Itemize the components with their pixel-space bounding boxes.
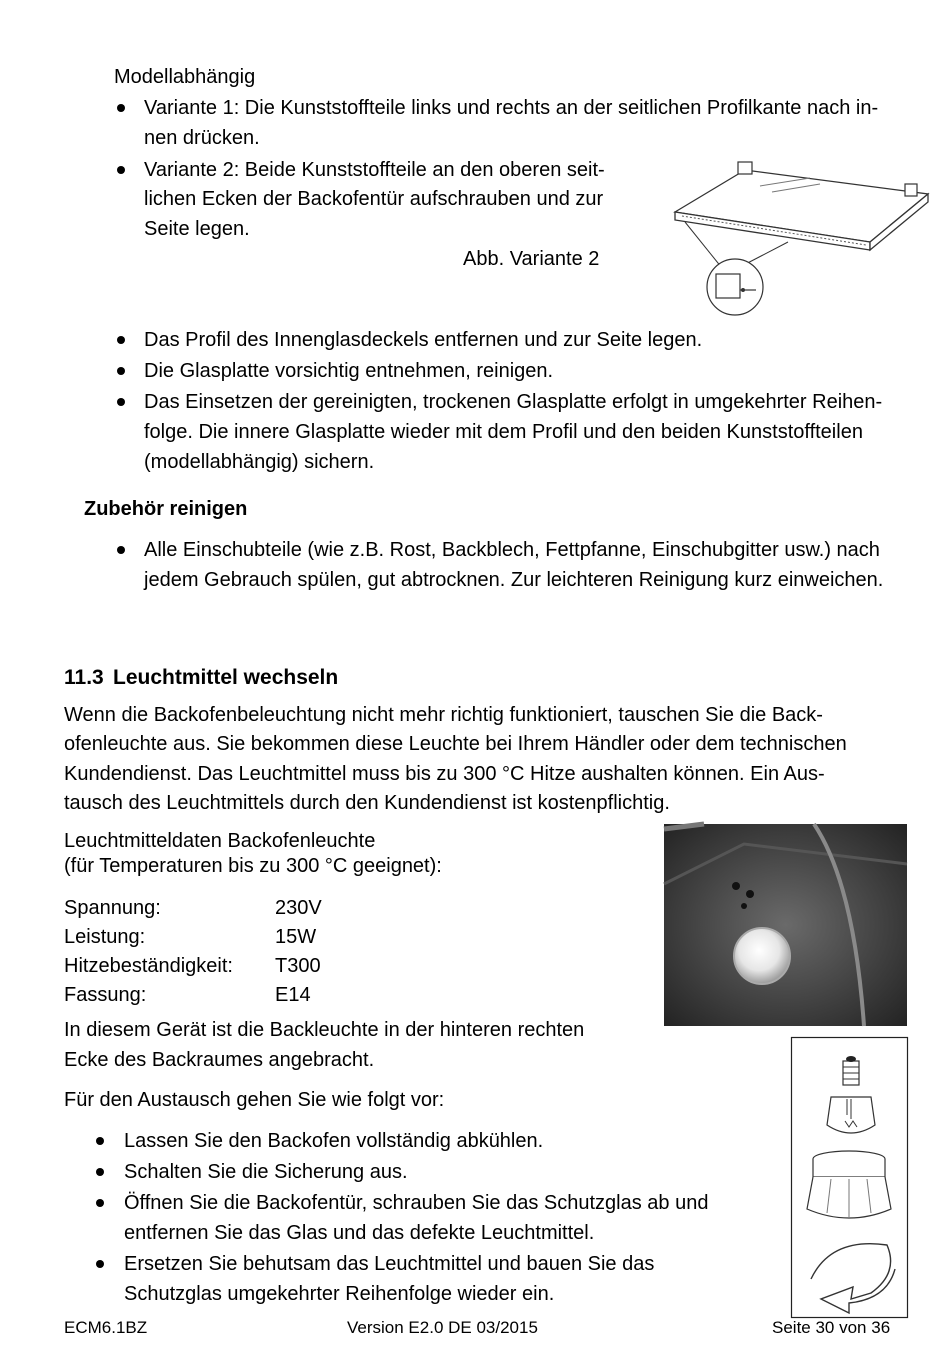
section-number: 11.3	[64, 666, 104, 689]
bullet-dot	[96, 1260, 104, 1268]
einsetzen-line1: Das Einsetzen der gereinigten, trockenen Glasplatte erfolgt in umgekehrter Reihen-	[144, 391, 883, 413]
zubehoer-heading: Zubehör reinigen	[84, 498, 248, 520]
spec-label: Spannung:	[64, 897, 161, 919]
bullet-dot	[117, 166, 125, 174]
variant1-line2: nen drücken.	[144, 127, 260, 149]
spec-label: Leistung:	[64, 926, 146, 948]
bullet-dot	[96, 1137, 104, 1145]
intro-line1: Wenn die Backofenbeleuchtung nicht mehr richtig funktioniert, tauschen Sie die Back-	[64, 704, 823, 726]
intro-line2: ofenleuchte aus. Sie bekommen diese Leuchte bei Ihrem Händler oder dem technischen	[64, 733, 847, 755]
bullet-dot	[117, 104, 125, 112]
step3-line1: Öffnen Sie die Backofentür, schrauben Sie das Schutzglas ab und	[124, 1192, 709, 1214]
einsetzen-line2: folge. Die innere Glasplatte wieder mit dem Profil und den beiden Kunststoffteilen	[144, 421, 863, 443]
step1: Lassen Sie den Backofen vollständig abkühlen.	[124, 1130, 544, 1152]
variant2-line2: lichen Ecken der Backofentür aufschrauben und zur	[144, 188, 604, 210]
footer-model: ECM6.1BZ	[64, 1318, 148, 1337]
modellabhaengig-label: Modellabhängig	[114, 66, 256, 88]
step4-line1: Ersetzen Sie behutsam das Leuchtmittel und bauen Sie das	[124, 1253, 655, 1275]
spec-value: E14	[275, 984, 311, 1006]
step3-line2: entfernen Sie das Glas und das defekte Leuchtmittel.	[124, 1222, 595, 1244]
variant1-line1: Variante 1: Die Kunststoffteile links und rechts an der seitlichen Profilkante nach in-	[144, 97, 879, 119]
glasplatte-bullet: Die Glasplatte vorsichtig entnehmen, reinigen.	[144, 360, 554, 382]
spec-value: T300	[275, 955, 321, 977]
lamp-replacement-illustration	[791, 1037, 908, 1318]
zubehoer-line2: jedem Gebrauch spülen, gut abtrocknen. Zur leichteren Reinigung kurz einweichen.	[144, 569, 884, 591]
figure-caption: Abb. Variante 2	[463, 248, 600, 270]
section-title: Leuchtmittel wechseln	[113, 666, 339, 689]
step4-line2: Schutzglas umgekehrter Reihenfolge wieder ein.	[124, 1283, 555, 1305]
spec-value: 230V	[275, 897, 322, 919]
variant2-line1: Variante 2: Beide Kunststoffteile an den oberen seit-	[144, 159, 605, 181]
bullet-dot	[117, 336, 125, 344]
bullet-dot	[96, 1199, 104, 1207]
intro-line4: tausch des Leuchtmittels durch den Kundendienst ist kostenpflichtig.	[64, 792, 670, 814]
einsetzen-line3: (modellabhängig) sichern.	[144, 451, 375, 473]
bullet-dot	[96, 1168, 104, 1176]
location-line2: Ecke des Backraumes angebracht.	[64, 1049, 375, 1071]
intro-line3: Kundendienst. Das Leuchtmittel muss bis zu 300 °C Hitze aushalten können. Ein Aus-	[64, 763, 825, 785]
oven-lamp-photo	[664, 824, 907, 1026]
location-line1: In diesem Gerät ist die Backleuchte in der hinteren rechten	[64, 1019, 585, 1041]
step2: Schalten Sie die Sicherung aus.	[124, 1161, 408, 1183]
data-heading-line2: (für Temperaturen bis zu 300 °C geeignet):	[64, 855, 442, 877]
spec-value: 15W	[275, 926, 317, 948]
variant2-line3: Seite legen.	[144, 218, 250, 240]
bullet-dot	[117, 398, 125, 406]
oven-door-illustration	[660, 150, 940, 320]
footer-page: Seite 30 von 36	[772, 1318, 891, 1337]
bullet-dot	[117, 546, 125, 554]
procedure-intro: Für den Austausch gehen Sie wie folgt vor:	[64, 1089, 445, 1111]
spec-label: Fassung:	[64, 984, 147, 1006]
zubehoer-line1: Alle Einschubteile (wie z.B. Rost, Backblech, Fettpfanne, Einschubgitter usw.) nach	[144, 539, 880, 561]
footer-version: Version E2.0 DE 03/2015	[347, 1318, 538, 1337]
profil-bullet: Das Profil des Innenglasdeckels entfernen und zur Seite legen.	[144, 329, 703, 351]
spec-label: Hitzebeständigkeit:	[64, 955, 233, 977]
bullet-dot	[117, 367, 125, 375]
data-heading-line1: Leuchtmitteldaten Backofenleuchte	[64, 830, 376, 852]
